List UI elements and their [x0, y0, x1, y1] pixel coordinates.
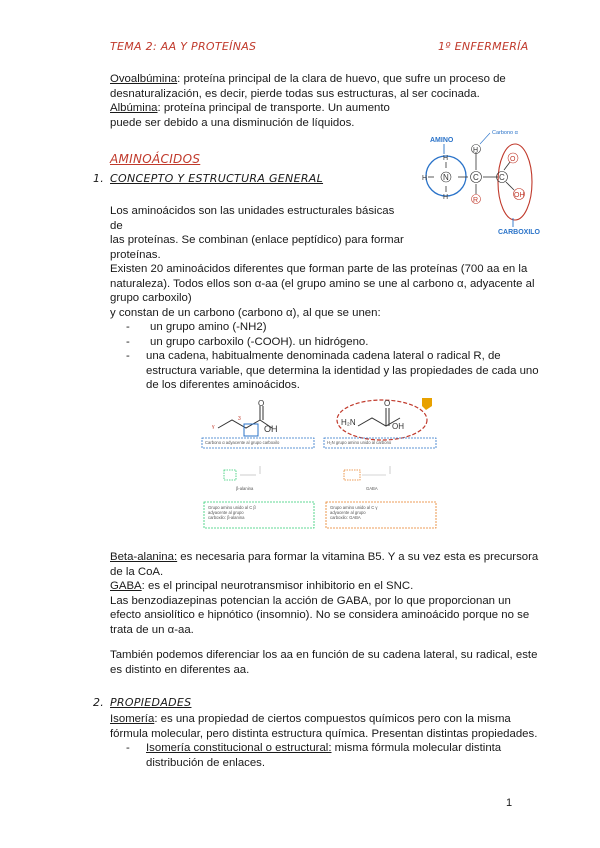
paragraph-5: [110, 712, 550, 770]
section1-title: CONCEPTO Y ESTRUCTURA GENERAL: [110, 172, 324, 185]
list-bullet: -: [126, 321, 130, 333]
amino-acid-structure-diagram: [420, 124, 540, 240]
oh-label-right: OH: [392, 422, 404, 431]
isomeria-term: Isomería: [110, 713, 155, 725]
list-item: [126, 349, 546, 393]
section-title: AMINOÁCIDOS: [110, 152, 201, 166]
albumina-text: : proteína principal de transporte. Un aumento: [157, 102, 390, 115]
component-list: [126, 320, 546, 393]
list-item-text: un grupo amino (-NH2): [150, 321, 267, 333]
gaba-term: GABA: [110, 580, 142, 593]
p1-line-2: las proteínas. Se combinan (enlace peptídico) para formar: [110, 234, 404, 247]
atom-oh: OH: [514, 192, 525, 199]
atom-h-amino-top: H: [443, 155, 449, 162]
caption-right: H₂N grupo amino unido al carbono: [327, 440, 392, 445]
list-item-text: un grupo carboxilo (-COOH). un hidrógeno.: [150, 335, 369, 348]
list-bullet: -: [126, 350, 130, 363]
p3-line-6: trata de un α-aa.: [110, 623, 194, 636]
beta-alanina-term: Beta-alanina:: [110, 551, 178, 563]
atom-h-amino-left: H: [422, 175, 428, 182]
oh-label-left: OH: [264, 424, 278, 434]
gaba-text: : es el principal neurotransmisor inhibitorio en el SNC.: [141, 580, 414, 593]
list-item: [126, 335, 546, 350]
atom-c-carboxyl: C: [499, 173, 505, 182]
p2-line-1: Existen 20 aminoácidos diferentes que forman parte de las proteínas (700 aa en la: [110, 263, 528, 275]
p2-line-3: grupo carboxilo): [110, 292, 192, 305]
list-item-text: de los diferentes aminoácidos.: [146, 379, 300, 392]
p2-line-4: y constan de un carbono (carbono α), al que se unen:: [110, 306, 381, 319]
list-item-text: estructura variable, que determina la identidad y las propiedades de cada uno: [146, 364, 539, 377]
header-left: TEMA 2: AA Y PROTEÍNAS: [110, 40, 257, 53]
isomeria-text: : es una propiedad de ciertos compuestos químicos pero con la misma: [154, 713, 511, 725]
carbono-alpha-label: Carbono α: [492, 130, 518, 136]
isomeria-constitucional-line-2: distribución de enlaces.: [146, 756, 266, 769]
isomeria-line-2: fórmula molecular, pero distinta estructura química. Presentan distintas propiedades.: [110, 727, 538, 740]
beta-alanina-label: β-alanina: [236, 486, 254, 491]
list-item: [126, 320, 546, 335]
p1-line-1: Los aminoácidos son las unidades estructurales básicas de: [110, 205, 395, 232]
o-label-right: O: [384, 399, 391, 408]
ovalbumina-text2: desnaturalización, es decir, pierde todas sus estructuras, al ser cocinada.: [110, 87, 480, 100]
atom-h-top: H: [473, 147, 479, 154]
paragraph-3: [110, 550, 550, 638]
beta-alanine-gaba-figure: [200, 398, 440, 532]
paragraph-1: [110, 204, 410, 262]
list-item-text: una cadena, habitualmente denominada cadena lateral o radical R, de: [146, 350, 501, 363]
albumina-text2: puede ser debido a una disminución de líquidos.: [110, 116, 355, 129]
atom-o: O: [510, 156, 516, 163]
list-item: [110, 741, 550, 770]
albumina-term: Albúmina: [110, 102, 158, 115]
atom-h-amino-bottom: H: [443, 194, 449, 201]
page-number: 1: [506, 797, 513, 809]
paragraph-2: [110, 262, 550, 320]
intro-paragraph: [110, 72, 530, 130]
beta-text: es necesaria para formar la vitamina B5. Y a su vez esta es precursora: [177, 551, 539, 563]
svg-text:3: 3: [238, 416, 241, 422]
p3-line-5: efecto ansiolítico e hipnótico (insomnio). No se considera aminoácido porque no se: [110, 609, 530, 622]
ovalbumina-term: Ovoalbúmina: [110, 73, 178, 85]
note-right: Grupo amino unido al C γ adyacente al grupo carboxilo: GABA: [330, 505, 378, 520]
p2-line-2: naturaleza). Todos ellos son α-aa (el grupo amino se une al carbono α, adyacente al: [110, 277, 535, 290]
carboxilo-label: CARBOXILO: [498, 229, 540, 236]
h2n-label: H₂N: [341, 418, 356, 427]
amino-label: AMINO: [430, 137, 454, 144]
section2-title: PROPIEDADES: [110, 696, 192, 709]
isomeria-constitucional-term: Isomería constitucional o estructural:: [146, 742, 332, 755]
caption-left: Carbono α adyacente al grupo carboxilo: [205, 440, 280, 445]
list-bullet: -: [126, 742, 130, 755]
section2-number: 2.: [93, 696, 105, 709]
section1-number: 1.: [93, 172, 105, 185]
atom-n: N: [443, 173, 449, 182]
o-label-left: O: [258, 399, 265, 408]
p4-line-2: es distinto en diferentes aa.: [110, 663, 250, 676]
isomeria-constitucional-text: misma fórmula molecular distinta: [331, 742, 502, 755]
atom-c-alpha: C: [473, 173, 479, 182]
p3-line-4: Las benzodiazepinas potencian la acción de GABA, por lo que proporcionan un: [110, 594, 511, 607]
gaba-label: GABA: [366, 486, 378, 491]
ovalbumina-text: : proteína principal de la clara de huevo, que sufre un proceso de: [177, 73, 506, 85]
header-right: 1º ENFERMERÍA: [438, 40, 529, 53]
p1-line-3: proteínas.: [110, 248, 161, 261]
svg-text:γ: γ: [212, 424, 215, 430]
note-left: Grupo amino unido al C β adyacente al grupo carboxilo: β-alanina: [208, 505, 256, 520]
p4-line-1: También podemos diferenciar los aa en función de su cadena lateral, su radical, este: [110, 649, 538, 661]
list-bullet: -: [126, 335, 130, 348]
paragraph-4: [110, 648, 550, 677]
beta-text2: de la CoA.: [110, 565, 164, 578]
atom-r: R: [473, 197, 479, 204]
